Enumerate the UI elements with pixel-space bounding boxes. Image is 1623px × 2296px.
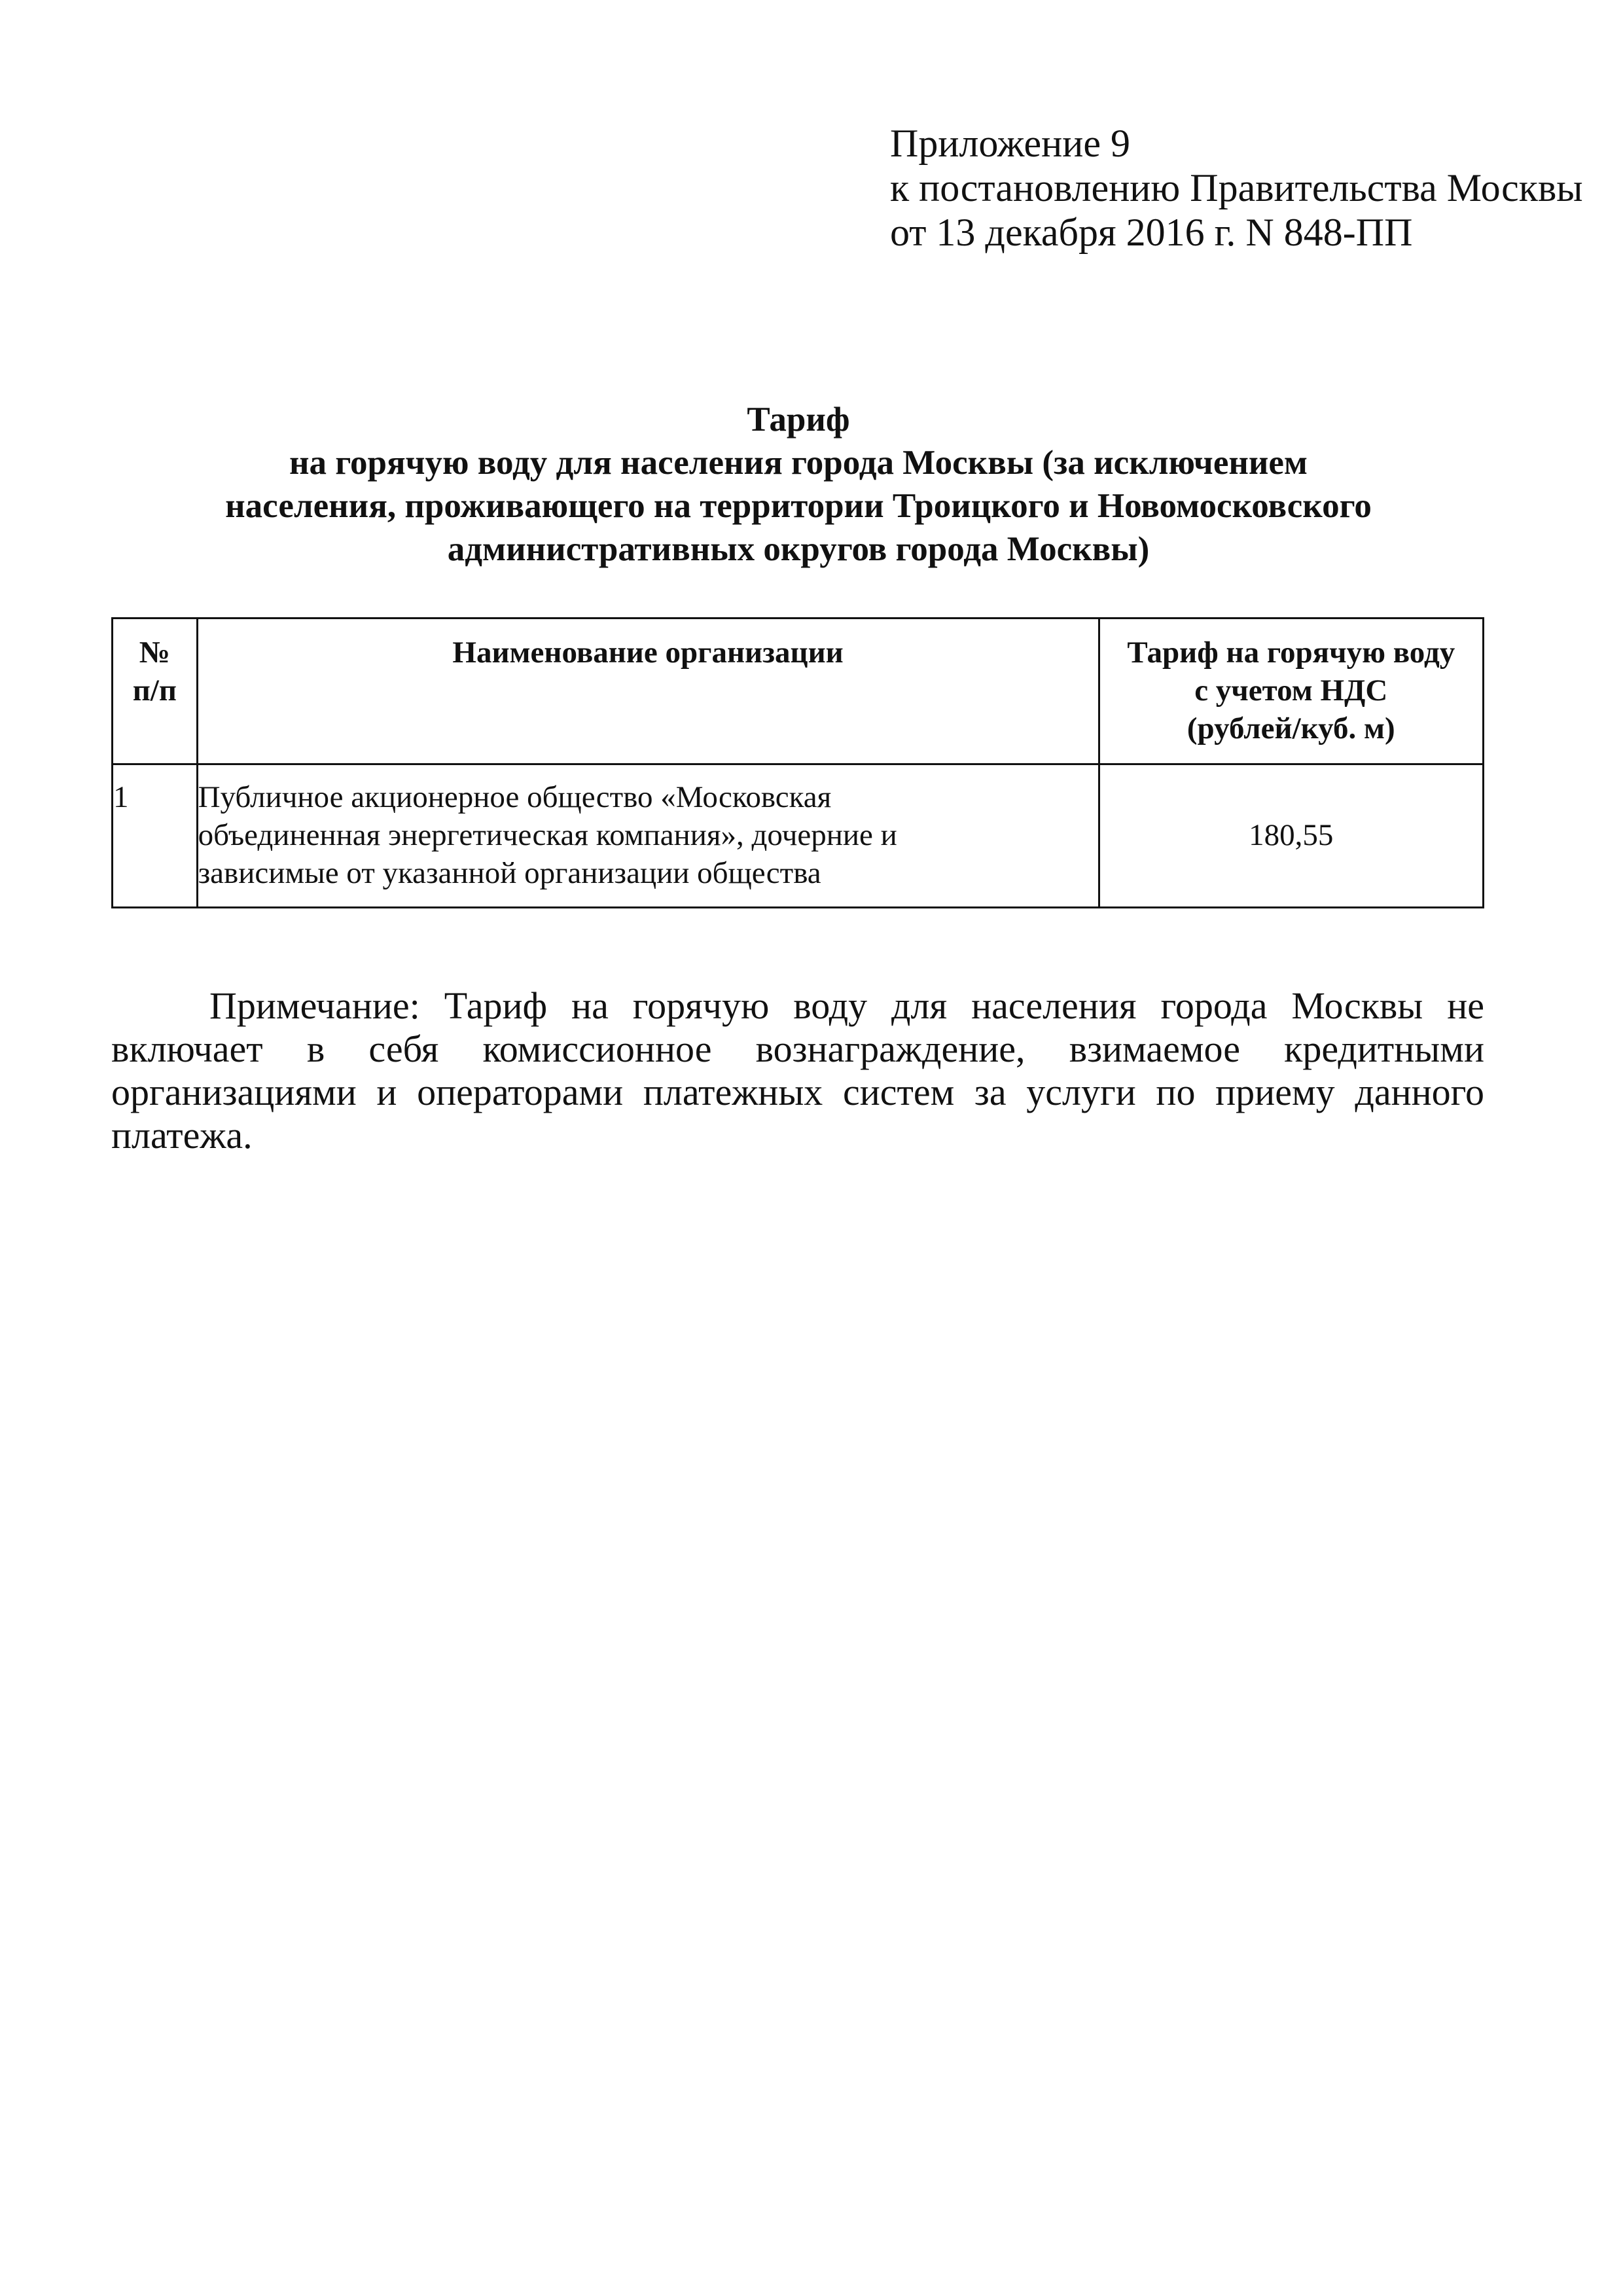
title-line-4: административных округов города Москвы): [447, 530, 1150, 568]
header-number-abbr: п/п: [132, 673, 177, 708]
title-line-2: на горячую воду для населения города Москвы (за исключением: [289, 444, 1308, 482]
header-tariff-line-3: (рублей/куб. м): [1186, 711, 1395, 745]
header-tariff: [1099, 619, 1483, 764]
title-line-3: населения, проживающего на территории Троицкого и Новомосковского: [225, 487, 1372, 525]
header-number: [113, 619, 198, 764]
header-tariff-line-1: Тариф на горячую воду: [1127, 636, 1455, 670]
row-tariff-value: 180,55: [1099, 764, 1483, 908]
table-header-row: [113, 619, 1484, 764]
row-organization-line-2: объединенная энергетическая компания», дочерние и: [198, 818, 897, 852]
document-title: [111, 398, 1486, 571]
header-organization-label: Наименование организации: [452, 636, 844, 670]
header-number-sign: №: [139, 636, 170, 670]
note-paragraph: Примечание: Тариф на горячую воду для населения города Москвы не включает в себя комиссионное вознаграждение, взимаемое кредитными организациями и операторами платежных систем за услуги по приему данного платежа.: [111, 984, 1484, 1157]
table-row: [113, 764, 1484, 908]
appendix-decree-date: от 13 декабря 2016 г. N 848-ПП: [890, 211, 1413, 254]
appendix-decree-ref: к постановлению Правительства Москвы: [890, 166, 1583, 209]
appendix-number: Приложение 9: [890, 122, 1131, 165]
row-organization-line-1: Публичное акционерное общество «Московская: [198, 780, 832, 814]
row-number: 1: [113, 764, 198, 908]
title-line-1: Тариф: [747, 401, 850, 439]
row-organization: [197, 764, 1099, 908]
header-tariff-line-2: с учетом НДС: [1194, 673, 1388, 708]
tariff-table: [111, 617, 1484, 908]
appendix-reference: [890, 121, 1583, 255]
row-organization-line-3: зависимые от указанной организации общества: [198, 856, 821, 890]
header-organization: [197, 619, 1099, 764]
